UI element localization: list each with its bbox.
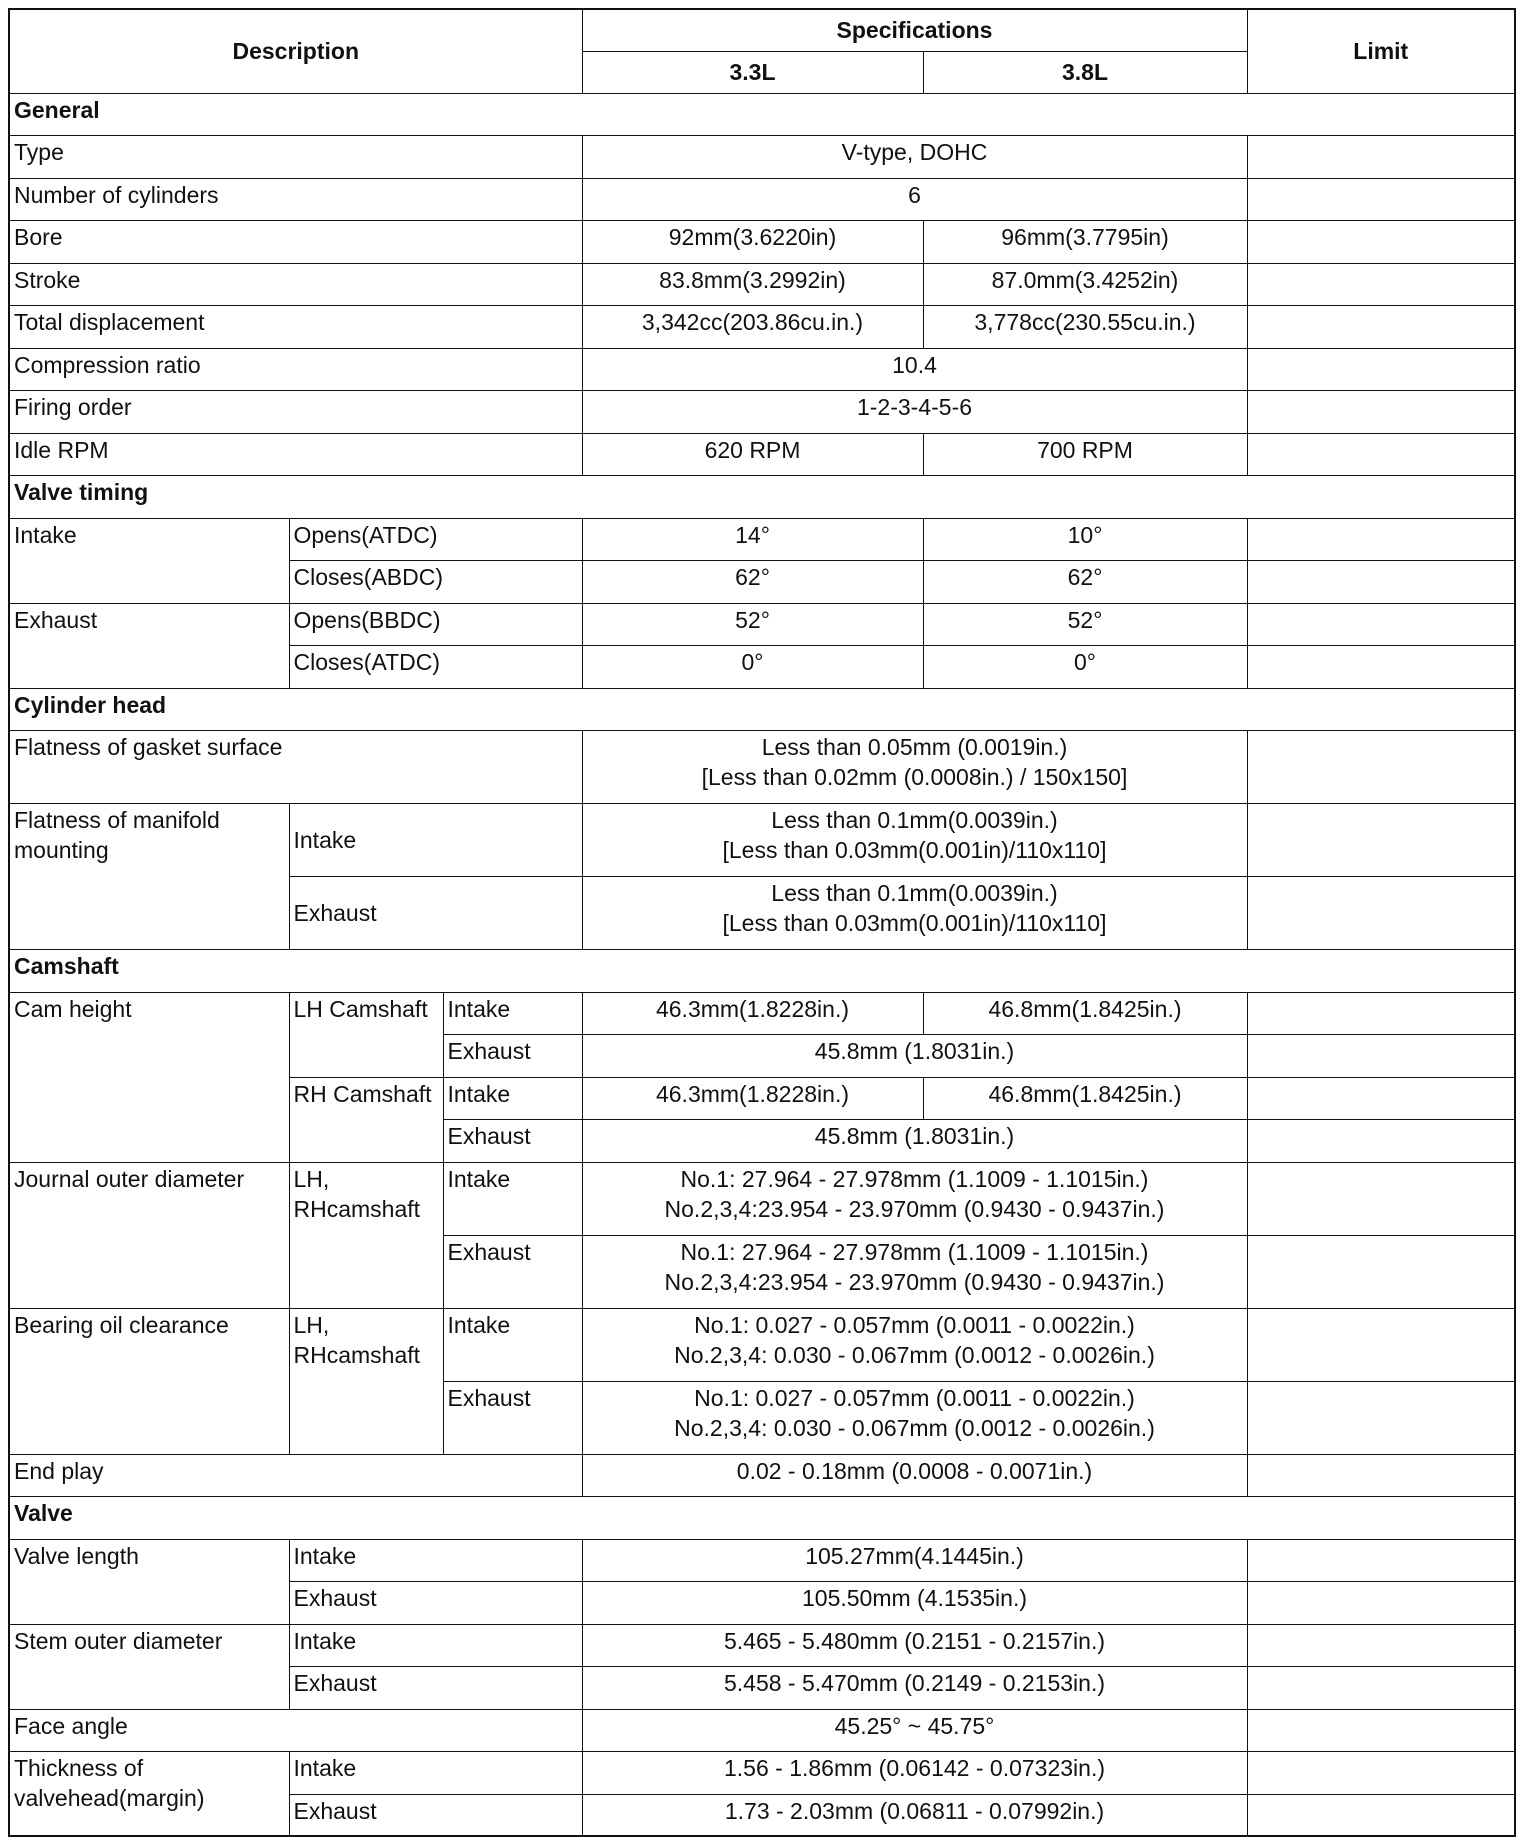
limit-cell xyxy=(1247,305,1515,348)
section-general: General xyxy=(9,93,1515,135)
limit-cell xyxy=(1247,645,1515,688)
sub-label-intake: Intake xyxy=(289,1539,582,1581)
face-angle-value: 45.25° ~ 45.75° xyxy=(582,1709,1247,1751)
row-label-valvehead-margin: Thickness of valvehead(margin) xyxy=(9,1751,289,1836)
row-label-timing-exhaust: Exhaust xyxy=(9,603,289,688)
sub-label-lh-camshaft: LH Camshaft xyxy=(289,992,443,1077)
sub-label-lh-rh-camshaft: LH, RHcamshaft xyxy=(289,1308,443,1454)
limit-cell xyxy=(1247,1162,1515,1235)
value-line: Less than 0.1mm(0.0039in.) xyxy=(771,879,1058,906)
intake-opens-3-8l: 10° xyxy=(923,518,1247,560)
limit-cell xyxy=(1247,1381,1515,1454)
value-line: Less than 0.05mm (0.0019in.) xyxy=(761,733,1068,760)
limit-cell xyxy=(1247,992,1515,1034)
sub-label-exhaust: Exhaust xyxy=(443,1381,582,1454)
limit-cell xyxy=(1247,1666,1515,1709)
stem-diameter-exhaust: 5.458 - 5.470mm (0.2149 - 0.2153in.) xyxy=(582,1666,1247,1709)
type-value: V-type, DOHC xyxy=(582,135,1247,178)
row-label-manifold-flatness: Flatness of manifold mounting xyxy=(9,803,289,949)
header-3-8l: 3.8L xyxy=(923,51,1247,93)
limit-cell xyxy=(1247,135,1515,178)
value-line: No.2,3,4:23.954 - 23.970mm (0.9430 - 0.9437in.) xyxy=(664,1268,1165,1295)
cylinders-value: 6 xyxy=(582,178,1247,220)
sub-label-intake: Intake xyxy=(443,1077,582,1119)
row-label-valve-length: Valve length xyxy=(9,1539,289,1624)
valve-length-intake: 105.27mm(4.1445in.) xyxy=(582,1539,1247,1581)
limit-cell xyxy=(1247,803,1515,876)
row-label-cylinders: Number of cylinders xyxy=(9,178,582,220)
margin-intake-value: 1.56 - 1.86mm (0.06142 - 0.07323in.) xyxy=(582,1751,1247,1794)
limit-cell xyxy=(1247,1077,1515,1119)
sub-label-intake-closes: Closes(ABDC) xyxy=(289,560,582,603)
engine-spec-table xyxy=(8,8,1516,1837)
sub-label-intake: Intake xyxy=(289,1624,582,1666)
limit-cell xyxy=(1247,263,1515,305)
row-label-stroke: Stroke xyxy=(9,263,582,305)
row-label-journal-diameter: Journal outer diameter xyxy=(9,1162,289,1308)
limit-cell xyxy=(1247,603,1515,645)
value-line: No.1: 0.027 - 0.057mm (0.0011 - 0.0022in.) xyxy=(694,1311,1135,1338)
margin-exhaust-value: 1.73 - 2.03mm (0.06811 - 0.07992in.) xyxy=(582,1794,1247,1836)
manifold-exhaust-value xyxy=(582,876,1247,949)
sub-label-lh-rh-camshaft: LH, RHcamshaft xyxy=(289,1162,443,1308)
sub-label-exhaust: Exhaust xyxy=(289,1581,582,1624)
limit-cell xyxy=(1247,1794,1515,1836)
limit-cell xyxy=(1247,1308,1515,1381)
stroke-3-8l: 87.0mm(3.4252in) xyxy=(923,263,1247,305)
sub-label-exhaust-opens: Opens(BBDC) xyxy=(289,603,582,645)
sub-label-exhaust-closes: Closes(ATDC) xyxy=(289,645,582,688)
limit-cell xyxy=(1247,1624,1515,1666)
idle-rpm-3-8l: 700 RPM xyxy=(923,433,1247,475)
sub-label-intake: Intake xyxy=(443,1308,582,1381)
row-label-cam-height: Cam height xyxy=(9,992,289,1162)
value-line: No.1: 27.964 - 27.978mm (1.1009 - 1.1015in.) xyxy=(680,1238,1149,1265)
limit-cell xyxy=(1247,1119,1515,1162)
row-label-idle-rpm: Idle RPM xyxy=(9,433,582,475)
limit-cell xyxy=(1247,730,1515,803)
intake-closes-3-8l: 62° xyxy=(923,560,1247,603)
lh-exhaust-value: 45.8mm (1.8031in.) xyxy=(582,1034,1247,1077)
limit-cell xyxy=(1247,560,1515,603)
row-label-compression: Compression ratio xyxy=(9,348,582,390)
end-play-value: 0.02 - 0.18mm (0.0008 - 0.0071in.) xyxy=(582,1454,1247,1496)
section-valve-timing: Valve timing xyxy=(9,475,1515,518)
value-line: No.2,3,4: 0.030 - 0.067mm (0.0012 - 0.0026in.) xyxy=(674,1341,1155,1368)
sub-label-intake: Intake xyxy=(289,1751,582,1794)
sub-label-intake-opens: Opens(ATDC) xyxy=(289,518,582,560)
value-line: No.1: 27.964 - 27.978mm (1.1009 - 1.1015in.) xyxy=(680,1165,1149,1192)
intake-closes-3-3l: 62° xyxy=(582,560,923,603)
manifold-intake-value xyxy=(582,803,1247,876)
bearing-intake-value xyxy=(582,1308,1247,1381)
compression-value: 10.4 xyxy=(582,348,1247,390)
exhaust-closes-3-3l: 0° xyxy=(582,645,923,688)
value-line: No.2,3,4:23.954 - 23.970mm (0.9430 - 0.9437in.) xyxy=(664,1195,1165,1222)
journal-intake-value xyxy=(582,1162,1247,1235)
limit-cell xyxy=(1247,876,1515,949)
value-line: No.2,3,4: 0.030 - 0.067mm (0.0012 - 0.0026in.) xyxy=(674,1414,1155,1441)
limit-cell xyxy=(1247,1751,1515,1794)
firing-order-value: 1-2-3-4-5-6 xyxy=(582,390,1247,433)
valve-length-exhaust: 105.50mm (4.1535in.) xyxy=(582,1581,1247,1624)
header-limit: Limit xyxy=(1247,9,1515,93)
journal-exhaust-value xyxy=(582,1235,1247,1308)
header-description: Description xyxy=(9,9,582,93)
exhaust-opens-3-3l: 52° xyxy=(582,603,923,645)
header-specifications: Specifications xyxy=(582,9,1247,51)
row-label-stem-diameter: Stem outer diameter xyxy=(9,1624,289,1709)
limit-cell xyxy=(1247,1454,1515,1496)
row-label-end-play: End play xyxy=(9,1454,582,1496)
displacement-3-8l: 3,778cc(230.55cu.in.) xyxy=(923,305,1247,348)
limit-cell xyxy=(1247,1235,1515,1308)
sub-label-exhaust: Exhaust xyxy=(443,1119,582,1162)
limit-cell xyxy=(1247,1709,1515,1751)
gasket-flatness-value xyxy=(582,730,1247,803)
limit-cell xyxy=(1247,1539,1515,1581)
sub-label-exhaust: Exhaust xyxy=(289,1794,582,1836)
bore-3-8l: 96mm(3.7795in) xyxy=(923,220,1247,263)
lh-intake-3-3l: 46.3mm(1.8228in.) xyxy=(582,992,923,1034)
limit-cell xyxy=(1247,390,1515,433)
section-cylinder-head: Cylinder head xyxy=(9,688,1515,730)
row-label-face-angle: Face angle xyxy=(9,1709,582,1751)
row-label-gasket-flatness: Flatness of gasket surface xyxy=(9,730,582,803)
bearing-exhaust-value xyxy=(582,1381,1247,1454)
header-3-3l: 3.3L xyxy=(582,51,923,93)
bore-3-3l: 92mm(3.6220in) xyxy=(582,220,923,263)
limit-cell xyxy=(1247,348,1515,390)
rh-intake-3-3l: 46.3mm(1.8228in.) xyxy=(582,1077,923,1119)
row-label-type: Type xyxy=(9,135,582,178)
section-camshaft: Camshaft xyxy=(9,949,1515,992)
section-valve: Valve xyxy=(9,1496,1515,1539)
sub-label-rh-camshaft: RH Camshaft xyxy=(289,1077,443,1162)
value-line: [Less than 0.02mm (0.0008in.) / 150x150] xyxy=(701,763,1128,790)
row-label-timing-intake: Intake xyxy=(9,518,289,603)
limit-cell xyxy=(1247,178,1515,220)
row-label-firing-order: Firing order xyxy=(9,390,582,433)
sub-label-intake: Intake xyxy=(443,992,582,1034)
spec-document xyxy=(8,8,1516,1837)
limit-cell xyxy=(1247,518,1515,560)
value-line: [Less than 0.03mm(0.001in)/110x110] xyxy=(722,836,1107,863)
limit-cell xyxy=(1247,1581,1515,1624)
idle-rpm-3-3l: 620 RPM xyxy=(582,433,923,475)
sub-label-manifold-exhaust: Exhaust xyxy=(289,876,582,949)
value-line: [Less than 0.03mm(0.001in)/110x110] xyxy=(722,909,1107,936)
value-line: No.1: 0.027 - 0.057mm (0.0011 - 0.0022in.) xyxy=(694,1384,1135,1411)
rh-exhaust-value: 45.8mm (1.8031in.) xyxy=(582,1119,1247,1162)
value-line: Less than 0.1mm(0.0039in.) xyxy=(771,806,1058,833)
exhaust-closes-3-8l: 0° xyxy=(923,645,1247,688)
limit-cell xyxy=(1247,220,1515,263)
limit-cell xyxy=(1247,1034,1515,1077)
displacement-3-3l: 3,342cc(203.86cu.in.) xyxy=(582,305,923,348)
stroke-3-3l: 83.8mm(3.2992in) xyxy=(582,263,923,305)
stem-diameter-intake: 5.465 - 5.480mm (0.2151 - 0.2157in.) xyxy=(582,1624,1247,1666)
intake-opens-3-3l: 14° xyxy=(582,518,923,560)
sub-label-intake: Intake xyxy=(443,1162,582,1235)
row-label-bore: Bore xyxy=(9,220,582,263)
row-label-bearing-clearance: Bearing oil clearance xyxy=(9,1308,289,1454)
lh-intake-3-8l: 46.8mm(1.8425in.) xyxy=(923,992,1247,1034)
rh-intake-3-8l: 46.8mm(1.8425in.) xyxy=(923,1077,1247,1119)
exhaust-opens-3-8l: 52° xyxy=(923,603,1247,645)
sub-label-exhaust: Exhaust xyxy=(289,1666,582,1709)
row-label-displacement: Total displacement xyxy=(9,305,582,348)
sub-label-exhaust: Exhaust xyxy=(443,1235,582,1308)
limit-cell xyxy=(1247,433,1515,475)
sub-label-manifold-intake: Intake xyxy=(289,803,582,876)
sub-label-exhaust: Exhaust xyxy=(443,1034,582,1077)
